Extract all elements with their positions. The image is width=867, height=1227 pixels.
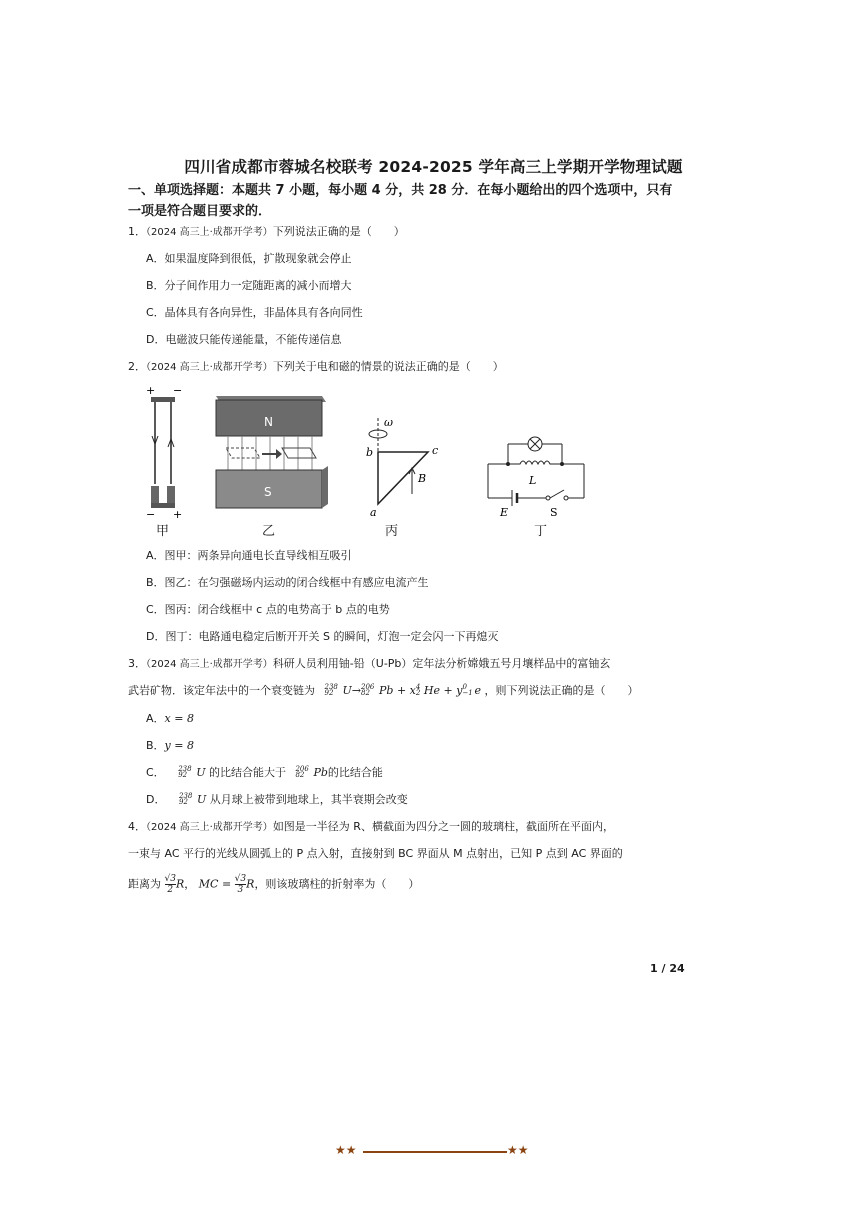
footer-line bbox=[363, 1151, 507, 1153]
section-heading-line1: 一、单项选择题：本题共 7 小题，每小题 4 分，共 28 分．在每小题给出的四个选项中，只有 bbox=[128, 183, 673, 198]
page-number: 1 / 24 bbox=[650, 962, 685, 975]
footer-stars-left: ★★ bbox=[335, 1143, 357, 1157]
q3-option-b: B．y = 8 bbox=[146, 739, 194, 752]
field-b-label: B bbox=[418, 472, 427, 485]
question-stem: 下列关于电和磁的情景的说法正确的是（ ） bbox=[272, 360, 504, 373]
minus-sign: − bbox=[173, 384, 183, 397]
inductor-coil bbox=[508, 461, 562, 464]
plus-sign: + bbox=[146, 384, 156, 397]
q1-option-b: B．分子间作用力一定随距离的减小而增大 bbox=[146, 279, 352, 292]
caption-yi: 乙 bbox=[262, 524, 276, 539]
q3-option-a: A．x = 8 bbox=[146, 712, 194, 725]
point-b-label: b bbox=[366, 446, 374, 459]
q2-option-d: D．图丁：电路通电稳定后断开开关 S 的瞬间，灯泡一定会闪一下再熄灭 bbox=[146, 630, 499, 643]
question-3-line2: 武岩矿物．该定年法中的一个衰变链为 238 92 U→ 206 82 Pb + x 4 2 He + y 0 −1 e ，则下列说法正确的是（ ） bbox=[128, 683, 639, 697]
question-source: （2024 高三上·成都开学考） bbox=[146, 227, 273, 238]
caption-bing: 丙 bbox=[385, 524, 399, 539]
figure-bing-rotating-frame bbox=[362, 412, 447, 520]
q2-option-c: C．图丙：闭合线框中 c 点的电势高于 b 点的电势 bbox=[146, 603, 390, 616]
loop-start bbox=[226, 448, 260, 458]
question-source: （2024 高三上·成都开学考） bbox=[146, 659, 273, 670]
question-number: 3． bbox=[128, 657, 146, 670]
point-c-label: c bbox=[432, 444, 439, 457]
inductor-label: L bbox=[529, 474, 537, 487]
plus-sign: + bbox=[173, 508, 183, 521]
spring-coils bbox=[151, 486, 175, 504]
question-number: 4． bbox=[128, 820, 146, 833]
point-a-label: a bbox=[370, 506, 377, 519]
minus-sign: − bbox=[146, 508, 156, 521]
switch-lever bbox=[550, 490, 564, 498]
decay-equation: 238 92 U→ 206 82 Pb + x 4 2 He + y 0 −1 e bbox=[324, 683, 481, 697]
page-title: 四川省成都市蓉城名校联考 2024-2025 学年高三上学期开学物理试题 bbox=[184, 158, 683, 176]
emf-label: E bbox=[500, 506, 509, 519]
n-pole-label: N bbox=[264, 415, 273, 429]
s-pole-side bbox=[322, 466, 328, 508]
question-source: （2024 高三上·成都开学考） bbox=[146, 362, 273, 373]
q2-option-a: A．图甲：两条异向通电长直导线相互吸引 bbox=[146, 549, 352, 562]
question-2 bbox=[128, 359, 504, 376]
question-3 bbox=[128, 656, 610, 673]
motion-arrow bbox=[262, 449, 282, 459]
question-number: 1． bbox=[128, 225, 146, 238]
figure-ding-circuit bbox=[480, 432, 590, 520]
question-1 bbox=[128, 224, 405, 241]
switch-label: S bbox=[550, 506, 558, 519]
section-heading-line2: 一项是符合题目要求的． bbox=[128, 204, 272, 219]
figure-yi-magnet-loop bbox=[214, 396, 332, 518]
caption-ding: 丁 bbox=[534, 524, 548, 539]
question-4-line2: 一束与 AC 平行的光线从圆弧上的 P 点入射，直接射到 BC 界面从 M 点射出，已知 P 点到 AC 界面的 bbox=[128, 847, 623, 860]
q1-option-a: A．如果温度降到很低，扩散现象就会停止 bbox=[146, 252, 352, 265]
q3-option-d: D． 238 92 U 从月球上被带到地球上，其半衰期会改变 bbox=[146, 792, 408, 806]
s-pole-label: S bbox=[264, 485, 272, 499]
bulb-cross bbox=[530, 439, 540, 449]
q1-option-d: D．电磁波只能传递能量，不能传递信息 bbox=[146, 333, 342, 346]
omega-label: ω bbox=[384, 416, 393, 429]
question-source: （2024 高三上·成都开学考） bbox=[146, 822, 273, 833]
q2-option-b: B．图乙：在匀强磁场内运动的闭合线框中有感应电流产生 bbox=[146, 576, 429, 589]
question-4-line3: 距离为 $\frac{√3}{2}$ R， MC = $\frac{√3}{3}$ R，则该玻璃柱的折射率为（ ） bbox=[128, 874, 420, 895]
q1-option-c: C．晶体具有各向异性，非晶体具有各向同性 bbox=[146, 306, 363, 319]
question-number: 2． bbox=[128, 360, 146, 373]
q3-option-c: C． 238 92 U 的比结合能大于 206 82 Pb的比结合能 bbox=[146, 765, 383, 779]
caption-jia: 甲 bbox=[156, 524, 170, 539]
figure-jia-parallel-wires bbox=[140, 384, 185, 534]
question-stem: 下列说法正确的是（ ） bbox=[272, 225, 405, 238]
footer-stars-right: ★★ bbox=[507, 1143, 529, 1157]
question-stem: 科研人员利用铀-铅（U-Pb）定年法分析嫦娥五号月壤样品中的富铀玄 bbox=[272, 657, 611, 670]
question-4: 4．（2024 高三上·成都开学考）如图是一半径为 R、横截面为四分之一圆的玻璃柱，截面所在平面内， bbox=[128, 820, 614, 833]
top-terminal bbox=[151, 397, 175, 402]
footer-ornament bbox=[335, 1143, 535, 1163]
loop-end bbox=[282, 448, 316, 458]
